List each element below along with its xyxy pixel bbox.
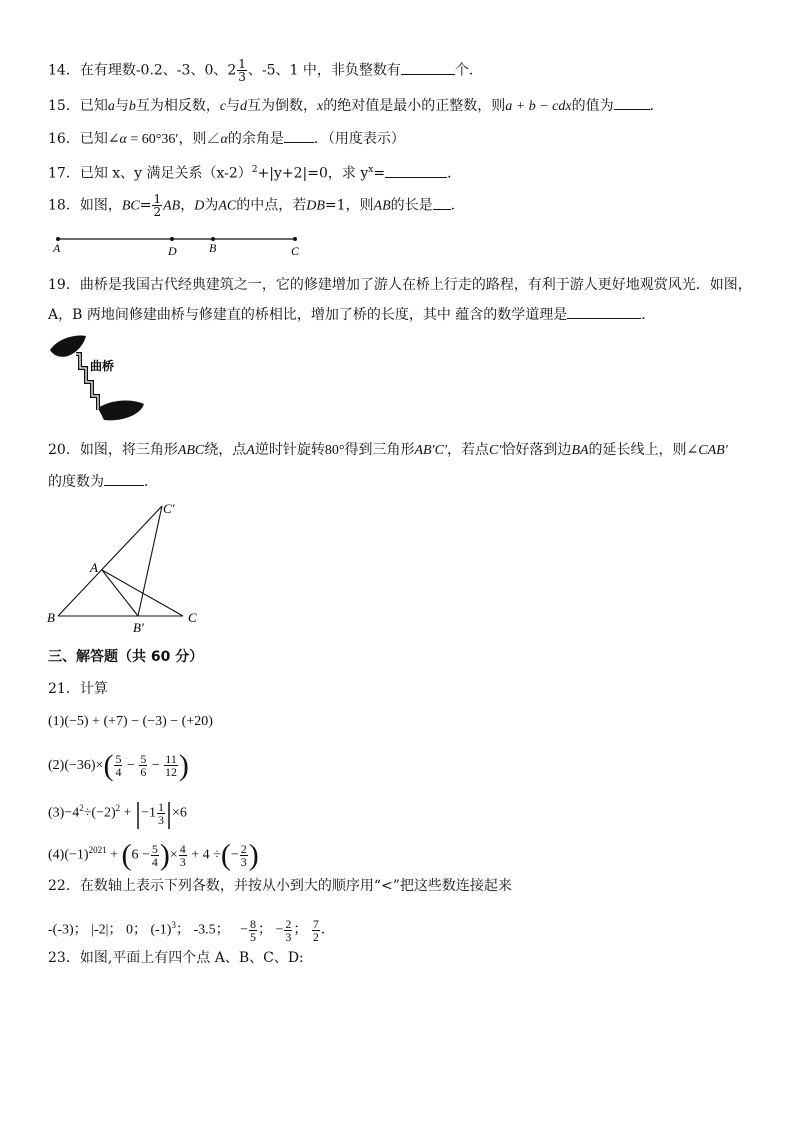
part-label: (3) [48,805,65,821]
question-15 [48,95,664,117]
q18-text: ， [180,197,195,214]
section-title: 三、解答题（共 60 分） [48,649,204,665]
segment-ab: AB [163,198,181,214]
exponent: 2021 [88,845,107,855]
part-label: (2) [48,758,65,773]
frac-num: 5 [115,752,122,767]
angle-value: 80° [324,443,345,458]
q23-title: 23．如图,平面上有四个点 A、B、C、D: [48,950,304,966]
q15-text: 的值为 [571,98,614,114]
q18-eq: = [139,197,152,214]
label-b: B [209,241,217,255]
question-20-line-1 [48,440,728,461]
q19-text: A，B 两地间修建曲桥与修建直的桥相比，增加了桥的长度，其中 蕴含的数学道理是 [48,307,568,323]
q17-end: ． [447,165,462,182]
fraction [139,753,147,778]
number-item: -(-3)； [48,922,88,938]
term: −1 [141,805,156,821]
var-c: c [219,99,227,114]
frac-den: 2 [153,205,162,219]
question-14 [48,58,483,83]
number-item: |-2|； [91,922,123,938]
frac-den: 6 [140,765,147,780]
term: ×6 [171,805,187,821]
fraction [164,753,178,778]
q20-text: 恰好落到边 [501,442,572,458]
fraction [157,801,165,826]
fraction-one-third [237,58,247,83]
label-a: A [53,241,61,255]
exponent: 2 [115,803,121,813]
segment-ac: AC [218,198,237,214]
q15-text: 与 [226,98,241,114]
q20-text: 得到三角形 [344,442,415,458]
var-a: a [107,99,115,114]
angle-cab-prime: CAB′ [698,443,728,458]
answer-blank [614,95,650,110]
question-21-part-2: (2)(−36)×( $\frac{5}{4}$ − $\frac{5}{6}$ − $\frac{11}{12}$ ) [48,748,189,782]
frac-num: 1 [238,57,246,71]
answer-blank [385,163,447,178]
q14-text-2: 、-5、1 中，非负整数有 [247,62,401,79]
q14-text: 14．在有理数-0.2、-3、0、2 [48,62,237,79]
term: (−1) [64,847,89,863]
question-19-line-2 [48,304,655,325]
exponent: x [368,165,374,175]
triangle-abc: ABC [177,443,205,458]
q21-title: 21．计算 [48,681,108,697]
question-21-title [48,679,108,699]
q14-tail: 个． [454,62,483,79]
term: + [120,805,136,821]
fraction [312,918,320,943]
frac-num: 8 [250,916,257,931]
frac-den: 5 [250,929,257,944]
frac-num: 5 [151,841,158,856]
term: −4 [64,805,80,821]
answer-blank [567,304,641,319]
left-paren: ( [121,838,132,872]
number-item: 0； [125,922,147,938]
var-alpha: α [119,132,127,147]
triangle-ab2c2: AB′C′ [414,443,448,458]
number-item: -3.5； [193,922,230,938]
frac-den: 3 [157,812,164,827]
frac-den: 4 [115,765,122,780]
q16-text: 的余角是 [227,131,284,147]
frac-num: 1 [157,799,164,814]
term: 6 − [131,847,150,863]
frac-num: 2 [285,916,292,931]
segment-b-prime-c-prime-line [138,506,162,616]
right-paren: ) [159,838,170,872]
shore-b-shape [98,401,144,421]
var-b: b [128,99,136,114]
q17-text: +|y+2|=0，求 y [257,165,369,182]
label-b-prime: B′ [133,620,144,635]
q20-text: 逆时针旋转 [254,442,325,458]
q20-text: 的度数为 [48,474,104,490]
q15-text: 15．已知 [48,98,108,114]
q20-text: 的延长线上，则∠ [588,442,699,458]
frac-den: 12 [165,765,178,780]
q15-text: 的绝对值是最小的正整数，则 [323,98,506,114]
question-22-title [48,876,512,896]
left-paren: ( [220,838,231,872]
left-paren: ( [103,748,114,782]
q17-eq: = [373,165,386,182]
question-21-part-1 [48,712,213,732]
frac-den: 3 [240,854,247,869]
term: ÷(−2) [83,805,116,821]
abs-bar: | [165,796,172,830]
segment-bc: BC [121,198,140,214]
bridge-label: 曲桥 [90,359,115,373]
question-18 [48,193,465,218]
frac-den: 2 [312,929,319,944]
var-d: d [240,99,248,114]
point-a: A [246,443,255,458]
q18-text: 18．如图， [48,197,122,214]
abs-bar: | [135,796,142,830]
question-21-part-4: $(4)(-1)^{2021} + (6$ − $\frac{5}{4}$ )× $\frac{4}{3}$ + 4 ÷(− $\frac{2}{3}$ ) [48,838,259,872]
fraction [249,918,257,943]
point-d: D [194,198,205,214]
question-16 [48,128,405,150]
var-x: x [317,99,324,114]
answer-blank [284,128,314,143]
fraction [114,753,122,778]
term: × [169,847,178,863]
number-item: (-1) [150,922,172,938]
frac-num: 1 [153,192,162,206]
q20-text: 20．如图，将三角形 [48,442,178,458]
frac-num: 2 [240,841,247,856]
var-alpha: α [220,132,228,147]
question-19-line-1 [48,275,752,295]
question-20-line-2 [48,471,158,492]
fraction [240,843,248,868]
q21-p1: (1)(−5) + (+7) − (−3) − (+20) [48,714,213,729]
question-23-title [48,948,304,968]
frac-den: 3 [238,70,246,84]
q18-text: 的中点，若 [236,197,307,214]
frac-num: 7 [312,916,319,931]
frac-num: 4 [179,841,186,856]
question-22-numbers: -(-3)； |-2|； 0； $(-1)^3$； -3.5； − $\frac{8}{5}$ ； − $\frac{2}{3}$ ； $\frac{7}{2}$ ． [48,916,335,944]
q22-title: 22．在数轴上表示下列各数，并按从小到大的顺序用“<”把这些数连接起来 [48,878,512,894]
segment-ba: BA [571,443,589,458]
label-b: B [47,610,55,625]
label-c: C [291,244,300,258]
segment-b-c-prime-line [58,506,162,616]
q18-text: 的长是 [390,197,433,214]
frac-den: 3 [179,854,186,869]
q17-text: 17．已知 x、y 满足关系（x-2） [48,165,252,182]
figure-19-bridge [48,330,158,430]
q18-text: =1，则 [324,197,374,214]
q15-text: 互为相反数， [135,98,220,114]
fraction [179,843,187,868]
term: + [106,847,122,863]
q15-text: 与 [114,98,129,114]
point-c-prime: C′ [489,443,502,458]
label-a: A [90,560,98,575]
q16-text: 16．已知∠ [48,131,120,147]
label-d: D [168,244,177,258]
frac-den: 4 [151,854,158,869]
exponent: 3 [171,920,176,930]
frac-num: 11 [165,752,177,767]
q20-text: 绕，点 [204,442,247,458]
fraction [284,918,292,943]
figure-20-triangles [40,498,220,638]
expression: a + b − cdx [505,99,572,114]
answer-blank [433,195,451,210]
segment-ab: AB [373,198,391,214]
answer-blank [401,60,455,75]
fraction [151,843,159,868]
q16-eq: = 60°36′，则∠ [126,132,221,147]
exponent: 2 [79,803,84,813]
question-17 [48,160,461,184]
q15-text: 互为倒数， [247,98,318,114]
q20-text: ，若点 [447,442,490,458]
label-c-prime: C′ [163,501,175,516]
point-c-dot [293,237,297,241]
fraction-one-half [152,193,162,218]
q19-end: ． [641,307,656,323]
q20-end: ． [144,474,158,490]
point-d-dot [170,237,174,241]
right-paren: ) [248,838,259,872]
term: (−36)× [64,758,104,773]
frac-num: 5 [140,752,147,767]
q16-tail: ．（用度表示） [313,131,405,147]
q15-end: ． [649,98,664,114]
label-c: C [188,610,197,625]
section-heading [48,647,203,667]
figure-18-segment [48,230,308,260]
right-paren: ) [178,748,189,782]
q18-end: ． [450,197,465,214]
segment-ab-prime-line [102,570,138,616]
number-item: ； [175,922,190,938]
q19-text: 19．曲桥是我国古代经典建筑之一，它的修建增加了游人在桥上行走的路程，有利于游人更好地观赏风光．如图， [48,277,752,293]
frac-den: 3 [285,929,292,944]
q18-text: 为 [204,197,219,214]
term: + 4 ÷ [187,847,221,863]
answer-blank [104,471,144,486]
question-21-part-3 [48,790,187,832]
part-label: (4) [48,847,65,863]
exponent: 2 [251,165,258,175]
segment-db: DB [306,198,325,214]
